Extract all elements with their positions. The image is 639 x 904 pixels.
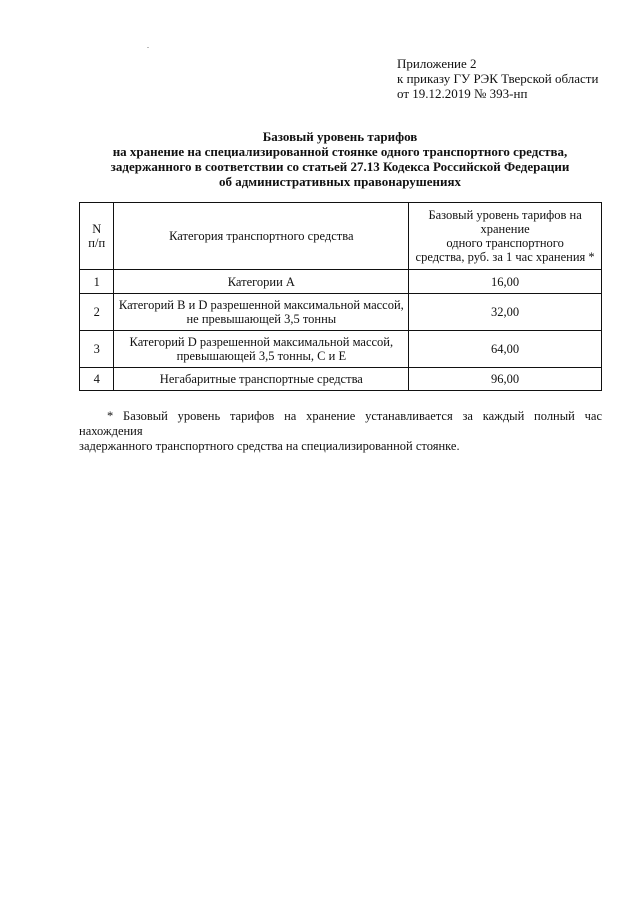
header-value-line-3: одного транспортного xyxy=(446,236,564,250)
header-value-line-1: Базовый уровень тарифов на xyxy=(428,208,582,222)
row-number: 3 xyxy=(80,331,114,368)
row-value: 64,00 xyxy=(409,331,602,368)
annex-line-2: к приказу ГУ РЭК Тверской области xyxy=(397,71,599,86)
table-row xyxy=(80,331,602,368)
row-number: 4 xyxy=(80,368,114,391)
row-value: 32,00 xyxy=(409,294,602,331)
row-category-line-2: не превышающей 3,5 тонны xyxy=(186,312,337,326)
title-line-4: об административных правонарушениях xyxy=(218,174,462,189)
footnote-line-2: задержанного транспортного средства на специализированной стоянке. xyxy=(79,439,460,453)
row-category xyxy=(114,331,409,368)
footnote-line-1: * Базовый уровень тарифов на хранение устанавливается за каждый полный час нахождения xyxy=(79,409,602,438)
title-line-1: Базовый уровень тарифов xyxy=(262,129,418,144)
row-category-line-2: превышающей 3,5 тонны, C и E xyxy=(176,349,347,363)
annex-line-1: Приложение 2 xyxy=(397,56,477,71)
row-number: 2 xyxy=(80,294,114,331)
footnote xyxy=(79,409,602,454)
annex-reference xyxy=(397,56,598,101)
row-number: 1 xyxy=(80,270,114,294)
row-category-line-1: Категорий B и D разрешенной максимальной массой, xyxy=(118,298,404,312)
table-row xyxy=(80,294,602,331)
header-value-line-2: хранение xyxy=(480,222,530,236)
row-value: 16,00 xyxy=(409,270,602,294)
tariff-table xyxy=(79,202,602,391)
table-header-row xyxy=(80,203,602,270)
row-category-line-1: Категории А xyxy=(227,274,295,289)
title-line-3: задержанного в соответствии со статьей 27.13 Кодекса Российской Федерации xyxy=(110,159,570,174)
row-category-line-1: Негабаритные транспортные средства xyxy=(159,372,363,386)
header-number xyxy=(80,203,114,270)
header-category: Категория транспортного средства xyxy=(114,203,409,270)
row-category xyxy=(114,368,409,391)
title-line-2: на хранение на специализированной стоянке одного транспортного средства, xyxy=(112,144,568,159)
table-row xyxy=(80,368,602,391)
scan-speck xyxy=(147,47,149,48)
header-number-line-1: N xyxy=(92,222,102,236)
header-value-line-4: средства, руб. за 1 час хранения * xyxy=(415,250,595,264)
row-category xyxy=(114,270,409,294)
row-category xyxy=(114,294,409,331)
row-value: 96,00 xyxy=(409,368,602,391)
document-title xyxy=(70,129,610,189)
annex-line-3: от 19.12.2019 № 393-нп xyxy=(397,86,528,101)
header-value xyxy=(409,203,602,270)
row-category-line-1: Категорий D разрешенной максимальной массой, xyxy=(129,335,394,349)
header-number-line-2: п/п xyxy=(88,236,106,250)
table-row xyxy=(80,270,602,294)
